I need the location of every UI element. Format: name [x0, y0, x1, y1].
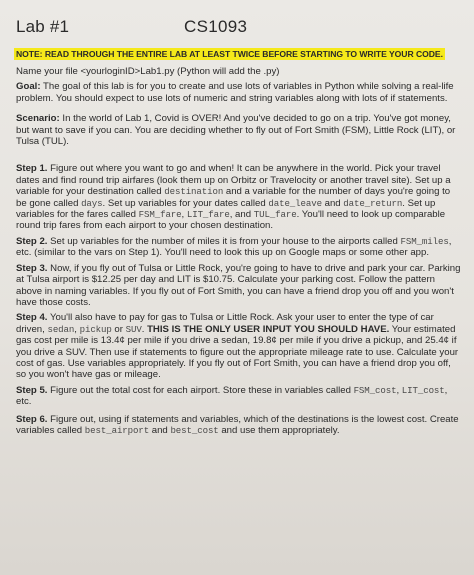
step-text: and use them appropriately. [218, 424, 340, 436]
goal-paragraph [16, 81, 462, 104]
document-header [16, 0, 462, 44]
scenario-paragraph [16, 113, 462, 147]
var-lit-fare: LIT_fare [186, 209, 230, 221]
var-best-cost: best_cost [170, 424, 219, 436]
step-6-paragraph [16, 414, 462, 437]
step-5-paragraph [16, 385, 462, 408]
step-1-paragraph [16, 163, 462, 231]
goal-text: The goal of this lab is for you to create and use lots of variables in Python while solving a real-life problem. You should expect to use lots of numeric and string variables along with lots of if statements. [16, 81, 454, 104]
user-input-emphasis: THIS IS THE ONLY USER INPUT YOU SHOULD HAVE. [147, 323, 390, 335]
scenario-text: In the world of Lab 1, Covid is OVER! And you've decided to go on a trip. You've got money, but want to save if you can. You are deciding whether to fly out of Fort Smith (FSM), Little Rock (LIT), or Tulsa (TUL). [16, 113, 456, 148]
step-text: . Set up variables for your dates called [102, 197, 269, 209]
step-text: and [149, 424, 171, 436]
step-text: . Set up variables for the fares called [16, 197, 436, 221]
var-fsm-miles: FSM_miles [400, 235, 449, 247]
step-text: . You'll need to look up comparable round trip fares from each airport to your chosen destination. [16, 209, 446, 232]
course-code: CS1093 [184, 17, 248, 36]
step-2-label: Step 2. [16, 235, 48, 247]
step-text: and a variable for the number of days you're going to be gone called [16, 186, 451, 209]
step-text: Your estimated gas cost per mile is 13.4¢ per mile if you drive a sedan, 19.8¢ per mile if you drive a pickup, and 25.4¢ if you drive a SUV. Then use if statements to figure out the appropriate mileage rate to use. Calculate your cost of gas. Use variables appropriately. If you fly out of Fort Smith, you can have a friend drop you off, so you won't have gas or mileage. [16, 323, 459, 381]
note-line [16, 44, 462, 62]
var-sedan: sedan [47, 323, 75, 335]
step-text: Figure out where you want to go and when! It can be anywhere in the world. Pick your travel dates and find round trip airfares (look them up on Orbitz or Travelocity or another travel site). Set up a variable for your destination called [16, 163, 451, 198]
step-1-label: Step 1. [16, 163, 48, 175]
step-text: . [141, 323, 148, 335]
var-suv: SUV [125, 323, 142, 335]
step-text: Now, if you fly out of Tulsa or Little Rock, you're going to have to drive and park your car. Parking at Tulsa airport is $12.25 per day and LIT is $10.75. Calculate your parking cost. Follow the pattern above in naming variables. If you fly out of Fort Smith, you can have a friend drop you off and you won't have those costs. [16, 262, 461, 308]
step-text: , and [229, 209, 254, 221]
file-name-instruction: Name your file <yourloginID>Lab1.py (Python will add the .py) [16, 66, 280, 77]
step-5-label: Step 5. [16, 384, 48, 396]
step-2-paragraph [16, 236, 462, 259]
var-date-return: date_return [343, 197, 403, 209]
step-text: , [181, 209, 187, 221]
var-fsm-cost: FSM_cost [353, 384, 397, 396]
note-highlight: NOTE: READ THROUGH THE ENTIRE LAB AT LEAST TWICE BEFORE STARTING TO WRITE YOUR CODE. [16, 49, 443, 59]
scenario-label: Scenario: [16, 113, 60, 125]
var-fsm-fare: FSM_fare [138, 209, 182, 221]
step-3-label: Step 3. [16, 262, 48, 274]
lab-title: Lab #1 [16, 17, 70, 36]
var-tul-fare: TUL_fare [253, 209, 297, 221]
step-text: , [396, 384, 402, 396]
step-text: You'll also have to pay for gas to Tulsa or Little Rock. Ask your user to enter the type of car driven, [16, 312, 434, 335]
goal-label: Goal: [16, 81, 41, 93]
step-6-label: Step 6. [16, 413, 48, 425]
var-days: days [81, 197, 103, 209]
step-text: and [321, 197, 344, 209]
var-pickup: pickup [79, 323, 112, 335]
var-lit-cost: LIT_cost [401, 384, 445, 396]
var-destination: destination [164, 186, 224, 198]
step-text: , etc. [16, 384, 448, 408]
step-text: or [111, 323, 126, 335]
var-best-airport: best_airport [84, 424, 150, 436]
step-text: , etc. (similar to the vars on Step 1). You'll need to look this up on Google maps or some other app. [16, 235, 452, 259]
step-text: Figure out the total cost for each airport. Store these in variables called [47, 384, 354, 396]
step-text: Figure out, using if statements and variables, which of the destinations is the lowest cost. Create variables called [16, 413, 459, 436]
var-date-leave: date_leave [268, 197, 322, 209]
step-4-paragraph [16, 312, 462, 380]
step-text: Set up variables for the number of miles it is from your house to the airports called [47, 235, 401, 247]
step-3-paragraph [16, 263, 462, 309]
step-text: , [74, 323, 80, 335]
step-4-label: Step 4. [16, 312, 48, 324]
